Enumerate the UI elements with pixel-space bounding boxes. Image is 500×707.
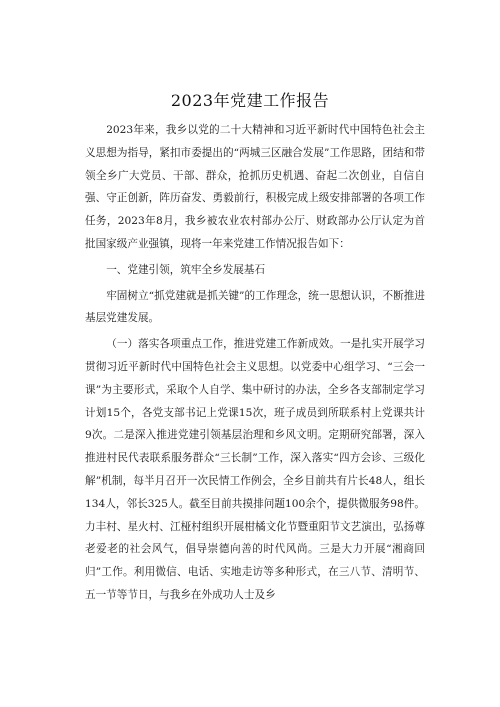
section-intro-paragraph: 牢固树立“抓党建就是抓关键”的工作理念，统一思想认识，不断推进基层党建发展。 [85,289,425,325]
document-title: 2023年党建工作报告 [170,91,330,110]
document-body [85,119,425,607]
intro-paragraph: 2023年来，我乡以党的二十大精神和习近平新时代中国特色社会主义思想为指导，紧扣市委提出的“两城三区融合发展”工作思路，团结和带领全乡广大党员、干部、群众，抢抓历史机遇、奋起二次创业，自信自强、守正创新，阵历奋发、勇毅前行，积极完成上级安排部署的各项工作任务，2023年8月，我乡被农业农村部办公厅、财政部办公厅认定为首批国家级产业强镇，现将一年来党建工作情况报告如下： [85,124,425,250]
section-item-paragraph: （一）落实各项重点工作，推进党建工作新成效。一是扎实开展学习贯彻习近平新时代中国特色社会主义思想。以党委中心组学习、“三会一课”为主要形式，采取个人自学、集中研讨的办法，全乡各支部制定学习计划15个，各党支部书记上党课15次，班子成员到所联系村上党课共计9次。二是深入推进党建引领基层治理和乡风文明。定期研究部署，深入推进村民代表联系服务群众“三长制”工作，深入落实“四方会诊、三级化解”机制，每半月召开一次民情工作例会，全乡目前共有片长48人，组长134人，邻长325人。截至目前共摸排问题100余个，提供微服务98件。力丰村、星火村、江桠村组织开展柑橘文化节暨重阳节文艺演出，弘扬尊老爱老的社会风气，倡导崇德向善的时代风尚。三是大力开展“湘商回归”工作。利用微信、电话、实地走访等多种形式，在三八节、清明节、五一节等节日，与我乡在外成功人士及乡 [85,338,425,601]
section-heading: 一、党建引领，筑牢全乡发展基石 [106,263,266,276]
